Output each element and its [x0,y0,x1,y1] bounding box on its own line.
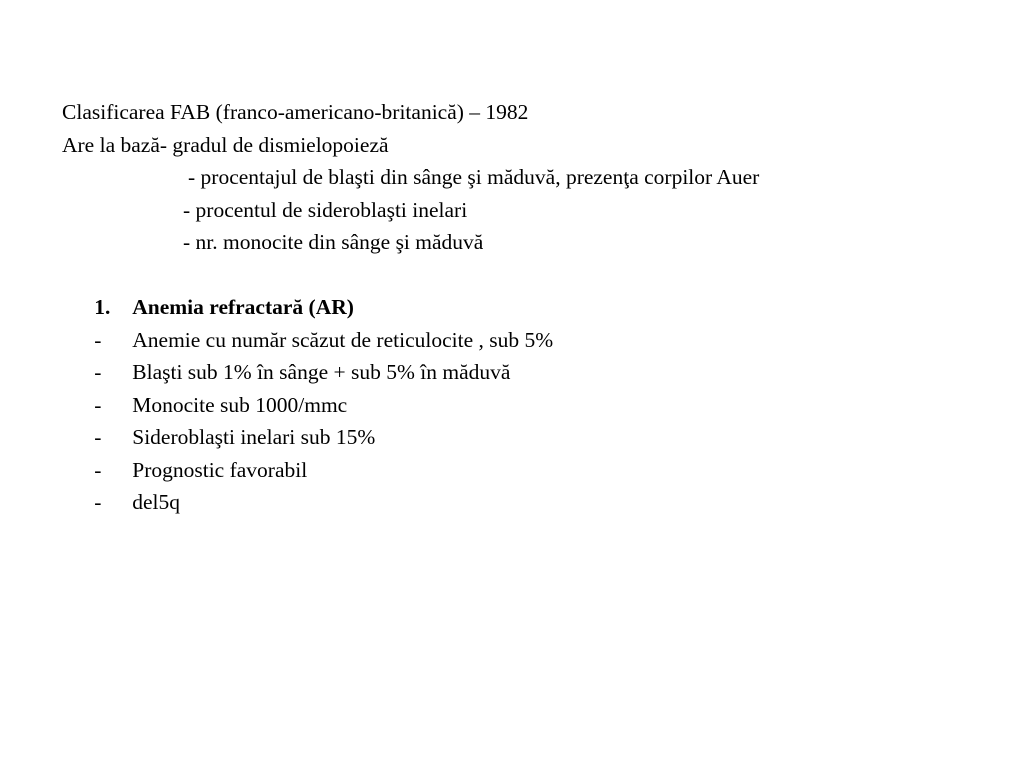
criterion-monocytes: - nr. monocite din sânge şi măduvă [183,230,484,254]
bullet-marker: - [94,360,102,384]
bullet-item [62,454,962,514]
bullet-text: Anemie cu număr scăzut de reticulocite , sub 5% [132,327,554,352]
bullet-marker: - [94,392,102,417]
section-heading-text: Anemia refractară (AR) [132,295,354,319]
bullet-item [62,421,962,482]
bullet-marker: - [94,490,102,514]
basis-line: Are la bază- gradul de dismielopoieză [62,132,389,157]
bullet-item [62,291,962,352]
criterion-blasts: - procentajul de blaşti din sânge şi măduvă, prezenţa corpilor Auer [188,165,760,189]
bullet-marker: - [94,457,102,482]
bullet-text: Monocite sub 1000/mmc [132,392,348,417]
bullet-text: Blaşti sub 1% în sânge + sub 5% în măduvă [132,360,511,384]
bullet-marker: - [94,425,102,449]
bullet-item [62,356,962,417]
bullet-text: del5q [132,490,181,514]
section-heading [62,259,962,319]
bullet-marker: - [94,327,102,352]
bullet-item [62,324,962,384]
slide-text-body [62,96,962,514]
section-number: 1. [94,295,111,319]
bullet-text: Prognostic favorabil [132,457,308,482]
bullet-text: Sideroblaşti inelari sub 15% [132,425,376,449]
criterion-sideroblasts: - procentul de sideroblaşti inelari [183,197,468,222]
classification-title: Clasificarea FAB (franco-americano-britanică) – 1982 [62,100,529,124]
bullet-item [62,389,962,449]
